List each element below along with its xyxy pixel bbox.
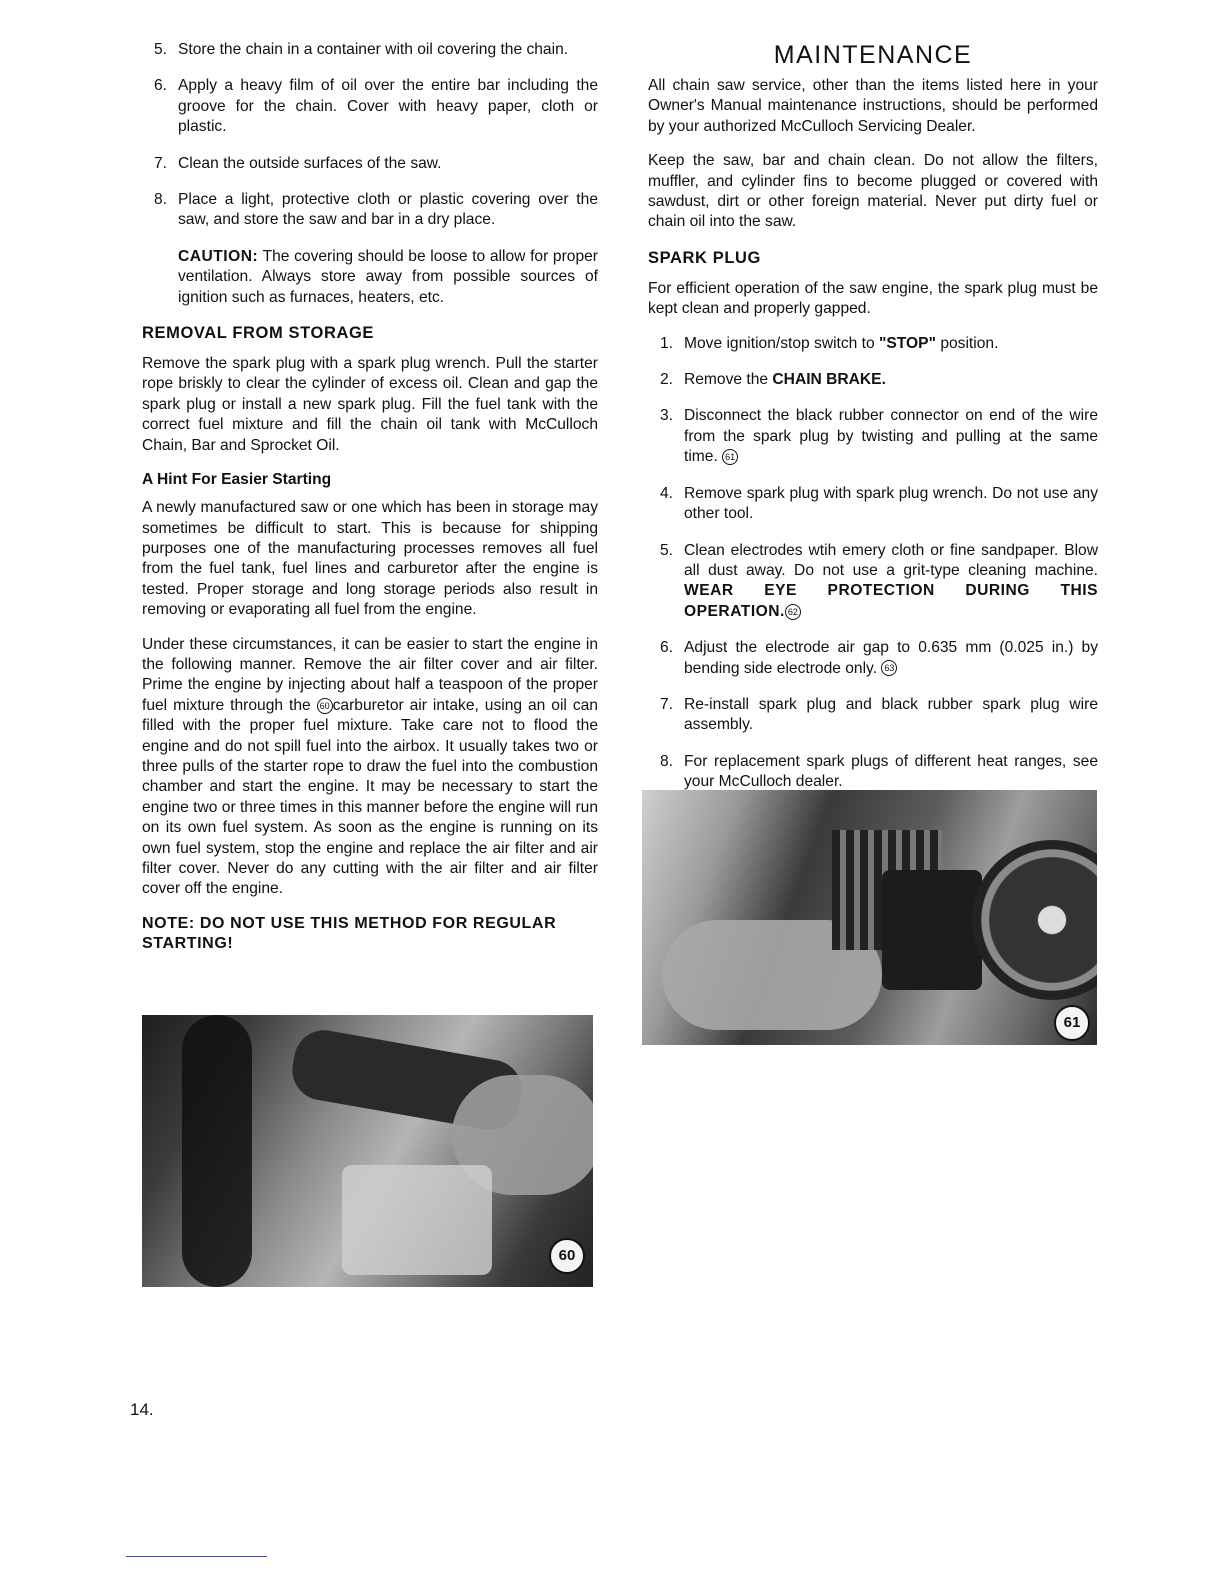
step-number: 4. — [660, 484, 674, 502]
note-warning: NOTE: DO NOT USE THIS METHOD FOR REGULAR STARTING! — [142, 914, 557, 952]
list-item — [648, 638, 1098, 679]
figure-60-photo — [142, 1015, 593, 1287]
step-text — [684, 406, 1098, 467]
step-number: 7. — [154, 154, 168, 172]
list-item — [142, 154, 598, 174]
storage-steps — [142, 40, 598, 231]
spark-plug-text: For efficient operation of the saw engine, the spark plug must be kept clean and properly gapped. — [648, 279, 1098, 318]
step-number: 5. — [660, 541, 674, 559]
step-text-part: Clean electrodes wtih emery cloth or fine sandpaper. Blow all dust away. Do not use a grit-type cleaning machine. — [684, 541, 1098, 579]
page-title: MAINTENANCE — [773, 41, 973, 69]
list-item — [142, 190, 598, 231]
footer-divider — [126, 1556, 267, 1557]
step-text: Re-install spark plug and black rubber spark plug wire assembly. — [684, 695, 1098, 734]
figure-ref-62: 62 — [785, 604, 801, 620]
engine-housing-shape — [342, 1165, 492, 1275]
list-item — [648, 695, 1098, 736]
list-item — [142, 40, 598, 60]
step-number: 2. — [660, 371, 674, 389]
caution-text: The covering should be loose to allow for proper ventilation. Always store away from possible sources of ignition such as furnaces, heaters, etc. — [178, 247, 598, 306]
figure-number-badge: 60 — [549, 1238, 585, 1274]
step-text: For replacement spark plugs of different heat ranges, see your McCulloch dealer. — [684, 752, 1098, 791]
hint-heading: A Hint For Easier Starting — [142, 471, 332, 489]
removal-text: Remove the spark plug with a spark plug wrench. Pull the starter rope briskly to clear the cylinder of excess oil. Clean and gap the spark plug or install a new spark plug. Fill the fuel tank with the correct fuel mixture and fill the chain oil tank with McCulloch Chain, Bar and Sprocket Oil. — [142, 355, 598, 454]
step-text — [684, 334, 1098, 354]
step-number: 7. — [660, 695, 674, 713]
left-column — [142, 40, 598, 954]
step-text — [684, 370, 1098, 390]
hint-text: A newly manufactured saw or one which has been in storage may sometimes be difficult to start. This is because for shipping purposes one of the manufacturing processes removes all fuel from the fuel tank, fuel lines and carburetor after the engine is tested. Proper storage and long storage periods also result in removing or evaporating all fuel from the engine. — [142, 499, 598, 619]
caution-label: CAUTION: — [178, 247, 259, 265]
list-item — [648, 484, 1098, 525]
circumstances-text-part: carburetor air intake, using an oil can filled with the proper fuel mixture. Take care not to flood the engine and do not spill fuel into the airbox. It usually takes two or three pulls of the starter rope to draw the fuel into the combustion chamber and start the engine. It may be necessary to start the engine two or three times in this manner before the engine will run on its own fuel system. As soon as the engine is running on its own fuel system, stop the engine and replace the air filter and air filter cover. Never do any cutting with the air filter and air filter cover off the engine. — [142, 696, 598, 898]
step-number: 8. — [660, 752, 674, 770]
figure-ref-63: 63 — [881, 660, 897, 676]
step-bold-text: WEAR EYE PROTECTION DURING THIS OPERATION. — [684, 582, 1098, 620]
list-item — [142, 76, 598, 137]
list-item — [648, 752, 1098, 793]
intro-paragraph: All chain saw service, other than the items listed here in your Owner's Manual maintenance instructions, should be performed by your authorized McCulloch Servicing Dealer. — [648, 77, 1098, 135]
caution-note — [178, 247, 598, 308]
flywheel-shape — [972, 840, 1097, 1000]
spark-plug-steps — [648, 334, 1098, 793]
figure-ref-61: 61 — [722, 449, 738, 465]
step-text: Clean the outside surfaces of the saw. — [178, 154, 442, 172]
step-text: Place a light, protective cloth or plastic covering over the saw, and store the saw and bar in a dry place. — [178, 191, 598, 229]
step-number: 1. — [660, 334, 674, 352]
right-column — [648, 40, 1098, 809]
list-item — [648, 406, 1098, 467]
step-number: 3. — [660, 407, 674, 425]
list-item — [648, 370, 1098, 390]
step-text — [684, 638, 1098, 679]
step-bold-text: "STOP" — [879, 334, 936, 352]
step-bold-text: CHAIN BRAKE. — [772, 371, 886, 389]
list-item — [648, 541, 1098, 623]
step-number: 8. — [154, 191, 168, 209]
step-number: 6. — [660, 639, 674, 657]
step-number: 6. — [154, 77, 168, 95]
figure-number-badge: 61 — [1054, 1005, 1090, 1041]
figure-61-photo — [642, 790, 1097, 1045]
step-text — [684, 541, 1098, 623]
step-text-part: Disconnect the black rubber connector on end of the wire from the spark plug by twisting and pulling at the same time. — [684, 407, 1098, 466]
spark-plug-heading: SPARK PLUG — [648, 248, 761, 267]
step-text-part: position. — [935, 334, 999, 352]
step-number: 5. — [154, 41, 168, 58]
page-number — [130, 1400, 154, 1420]
saw-bar-shape — [182, 1015, 252, 1287]
page-number-value: 14 — [130, 1400, 149, 1419]
step-text: Apply a heavy film of oil over the entire bar including the groove for the chain. Cover with heavy paper, cloth or plastic. — [178, 77, 598, 136]
step-text-part: Remove the — [684, 371, 773, 389]
list-item — [648, 334, 1098, 354]
circumstances-text-part: Under these circumstances, it can be easier to start the engine in the following manner. Remove the air filter cover and air filter. Prime the engine by injecting about half a teaspoon of the proper fuel mixture through the — [142, 635, 598, 714]
step-text-part: Adjust the electrode air gap to 0.635 mm (0.025 in.) by bending side electrode only. — [684, 639, 1098, 677]
step-text-part: Move ignition/stop switch to — [684, 334, 880, 352]
step-text: Remove spark plug with spark plug wrench. Do not use any other tool. — [684, 484, 1098, 523]
intro-paragraph: Keep the saw, bar and chain clean. Do not allow the filters, muffler, and cylinder fins to become plugged or covered with sawdust, dirt or other foreign material. Never put dirty fuel or chain oil into the saw. — [648, 152, 1098, 231]
engine-block-shape — [882, 870, 982, 990]
page-number-suffix: . — [148, 1400, 154, 1419]
figure-ref-60: 60 — [317, 698, 333, 714]
step-text: Store the chain in a container with oil covering the chain. — [178, 41, 569, 58]
removal-heading: REMOVAL FROM STORAGE — [142, 324, 375, 343]
circumstances-text — [142, 635, 598, 900]
